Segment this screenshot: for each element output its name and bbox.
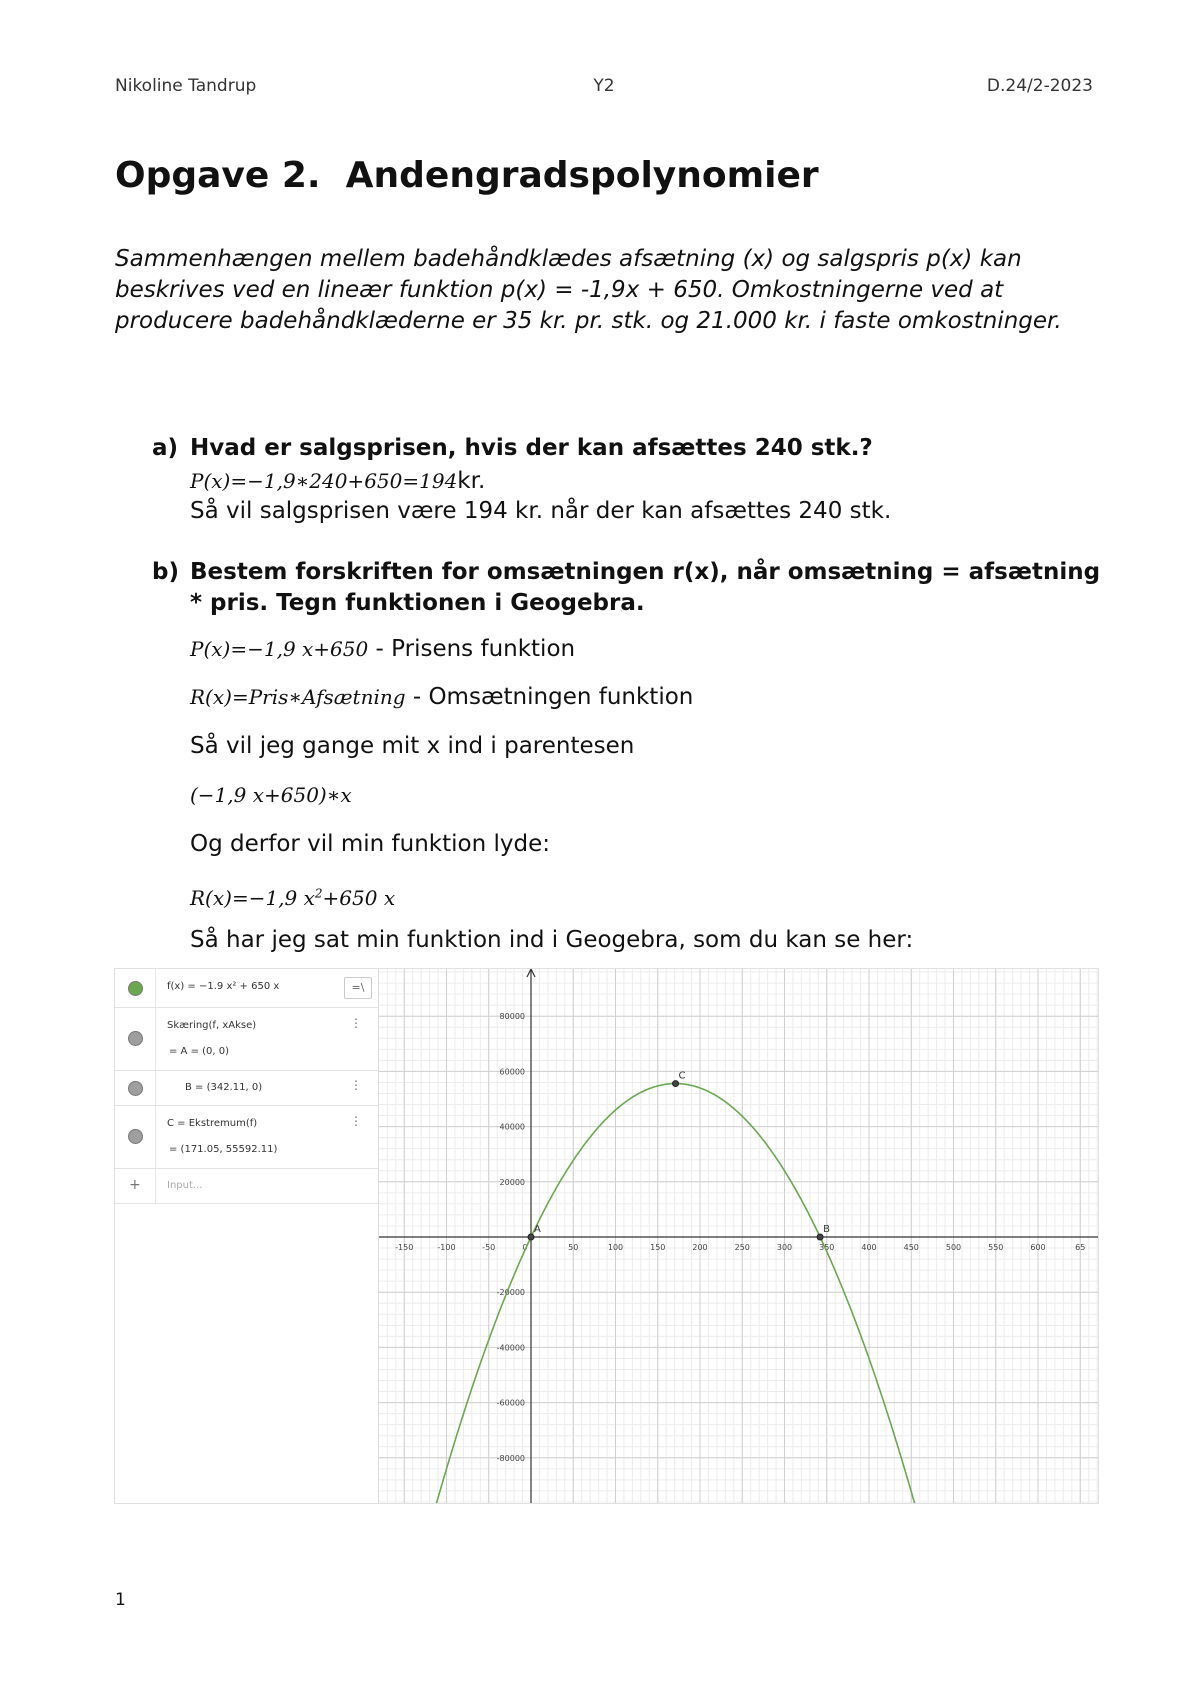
intersection-command: Skæring(f, xAkse) — [167, 1020, 257, 1031]
geogebra-intro: Så har jeg sat min funktion ind i Geogebra, som du kan se her: — [190, 927, 914, 953]
algebra-row-function[interactable] — [115, 969, 378, 1008]
algebra-row-intersection[interactable] — [115, 1008, 378, 1071]
calc-unit: kr. — [457, 468, 486, 494]
x-tick-label: 0 — [522, 1243, 528, 1252]
x-tick-label: 150 — [650, 1243, 666, 1252]
question-a-label: a) — [152, 435, 179, 461]
x-tick-label: 250 — [734, 1243, 750, 1252]
multiply-explanation: Så vil jeg gange mit x ind i parentesen — [190, 733, 635, 759]
algebra-input-field[interactable]: Input... — [167, 1180, 203, 1191]
algebra-view — [115, 969, 379, 1503]
visibility-toggle-icon[interactable] — [128, 1081, 143, 1096]
y-tick-label: -40000 — [496, 1343, 525, 1353]
question-a-calculation — [190, 466, 485, 496]
price-function-math: P(x)=−1,9 x+650 — [190, 637, 369, 661]
revenue-definition-math: R(x)=Pris∗Afsætning — [190, 685, 406, 709]
y-tick-label: 80000 — [499, 1012, 525, 1022]
y-tick-label: -60000 — [496, 1398, 525, 1408]
revenue-function-line — [190, 878, 395, 913]
question-b-label: b) — [152, 559, 179, 585]
geogebra-screenshot — [114, 968, 1099, 1504]
question-a-answer: Så vil salgsprisen være 194 kr. når der kan afsættes 240 stk. — [190, 498, 892, 524]
function-intro: Og derfor vil min funktion lyde: — [190, 831, 550, 857]
price-function-desc: - Prisens funktion — [368, 636, 576, 662]
point-b-value: B = (342.11, 0) — [185, 1082, 263, 1093]
x-tick-label: 450 — [903, 1243, 919, 1252]
revenue-function-math: R(x)=−1,9 $x^2+650$ x — [190, 885, 396, 910]
intersection-result: = A = (0, 0) — [169, 1046, 230, 1057]
algebra-row-extremum[interactable] — [115, 1106, 378, 1169]
graphics-view[interactable] — [379, 969, 1098, 1503]
page-title: Opgave 2. Andengradspolynomier — [115, 155, 819, 196]
product-expression — [190, 780, 352, 810]
question-b — [152, 557, 1102, 619]
x-tick-label: 600 — [1030, 1243, 1046, 1252]
x-tick-label: 65 — [1075, 1243, 1086, 1252]
document-date: D.24/2-2023 — [986, 76, 1093, 96]
question-b-text: Bestem forskriften for omsætningen r(x), når omsætning = afsætning * pris. Tegn funktionen i Geogebra. — [190, 559, 1101, 616]
x-tick-label: 400 — [861, 1243, 877, 1252]
y-tick-label: -80000 — [496, 1453, 525, 1463]
y-tick-label: 60000 — [499, 1067, 525, 1077]
function-definition: f(x) = −1.9 x² + 650 x — [167, 981, 280, 992]
x-tick-label: 500 — [945, 1243, 962, 1252]
page-header — [115, 76, 1093, 100]
calc-rhs: =−1,9∗240+650=194 — [230, 469, 458, 493]
x-tick-label: -50 — [482, 1243, 496, 1252]
more-options-icon[interactable]: ⋮ — [350, 1078, 362, 1092]
point-label-b: B — [823, 1224, 830, 1235]
question-a — [152, 433, 1102, 464]
point-label-a: A — [534, 1224, 541, 1235]
add-icon[interactable]: + — [129, 1177, 141, 1193]
point-label-c: C — [678, 1070, 686, 1082]
product-expression-math: (−1,9 x+650)∗x — [190, 783, 352, 807]
class-name: Y2 — [593, 76, 615, 96]
x-tick-label: 50 — [568, 1243, 579, 1252]
x-tick-label: 550 — [988, 1243, 1004, 1252]
author-name: Nikoline Tandrup — [115, 76, 257, 96]
price-function-line — [190, 634, 575, 664]
calc-lhs: P(x) — [190, 469, 231, 493]
y-tick-label: 40000 — [499, 1122, 525, 1132]
intro-paragraph: Sammenhængen mellem badehåndklædes afsætning (x) og salgspris p(x) kan beskrives ved en lineær funktion p(x) = -1,9x + 650. Omkostningerne ved at producere badehåndklæderne er 35 kr. pr. stk. og 21.000 kr. i faste omkostninger. — [115, 246, 1062, 334]
x-tick-label: -100 — [437, 1243, 456, 1252]
revenue-definition-line — [190, 682, 693, 712]
visibility-toggle-icon[interactable] — [128, 1129, 143, 1144]
y-tick-label: 20000 — [499, 1177, 525, 1187]
algebra-input-row[interactable] — [115, 1169, 378, 1204]
question-a-text: Hvad er salgsprisen, hvis der kan afsættes 240 stk.? — [190, 435, 873, 461]
y-tick-label: -20000 — [496, 1288, 525, 1298]
revenue-definition-desc: - Omsætningen funktion — [405, 684, 694, 710]
x-tick-label: 200 — [692, 1243, 708, 1252]
extremum-command: C = Ekstremum(f) — [167, 1118, 258, 1129]
x-tick-label: -150 — [395, 1243, 414, 1252]
page-number: 1 — [115, 1590, 126, 1610]
x-tick-label: 300 — [776, 1243, 793, 1252]
visibility-toggle-icon[interactable] — [128, 981, 143, 996]
algebra-row-point-b[interactable] — [115, 1071, 378, 1106]
x-tick-label: 350 — [819, 1243, 835, 1252]
more-options-icon[interactable]: ⋮ — [350, 1114, 362, 1128]
extremum-result: = (171.05, 55592.11) — [169, 1144, 278, 1155]
toolbar-menu-icon[interactable]: =\ — [344, 977, 372, 999]
more-options-icon[interactable]: ⋮ — [350, 1016, 362, 1030]
visibility-toggle-icon[interactable] — [128, 1031, 143, 1046]
x-tick-label: 100 — [607, 1243, 624, 1252]
